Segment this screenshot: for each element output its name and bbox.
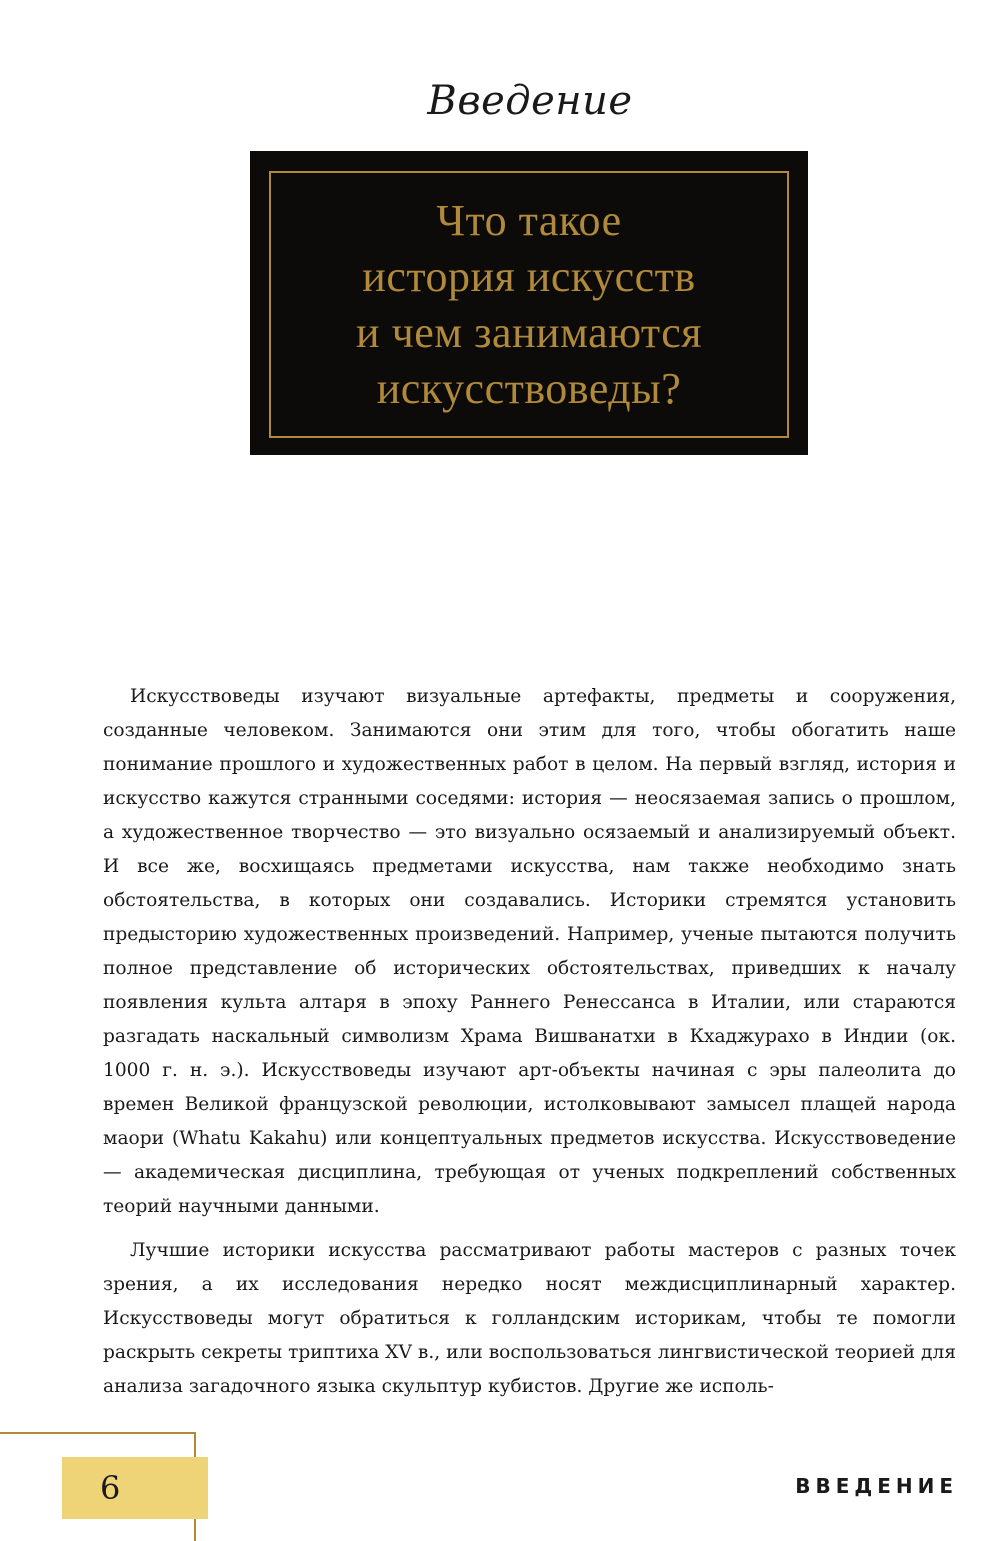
title-box-frame — [269, 171, 789, 438]
title-box — [250, 151, 808, 455]
paragraph: Лучшие историки искусства рассматривают работы мастеров с разных точек зрения, а их исследования нередко носят междисциплинарный характер. Искусствоведы могут обратиться к голландским историкам, чтобы те помогли раскрыть секреты триптиха XV в., или воспользоваться лингвистической теорией для анализа загадочного языка скульптур кубистов. Другие же исполь- — [103, 1240, 956, 1397]
box-heading-line: искусствоведы? — [376, 363, 682, 413]
running-section-label: ВВЕДЕНИЕ — [795, 1474, 958, 1498]
box-heading-line: и чем занимаются — [356, 307, 702, 357]
footer-rule-horizontal — [0, 1432, 196, 1434]
chapter-title: Введение — [427, 78, 633, 124]
box-heading — [356, 193, 702, 417]
paragraph: Искусствоведы изучают визуальные артефакты, предметы и сооружения, созданные человеком. Занимаются они этим для того, чтобы обогатить наше понимание прошлого и художественных работ в целом. На первый взгляд, история и искусство кажутся странными соседями: история — неосязаемая запись о прошлом, а художественное творчество — это визуально осязаемый и анализируемый объект. И все же, восхищаясь предметами искусства, нам также необходимо знать обстоятельства, в которых они создавались. Историки стремятся установить предысторию художественных произведений. Например, ученые пытаются получить полное представление об исторических обстоятельствах, приведших к началу появления культа алтаря в эпоху Раннего Ренессанса в Италии, или стараются разгадать наскальный символизм Храма Вишванатхи в Кхаджурахо в Индии (ок. 1000 г. н. э.). Искусствоведы изучают арт-объекты начиная с эры палеолита до времен Великой французской революции, истолковывают замысел плащей народа маори (Whatu Kakahu) или концептуальных предметов искусства. Искусствоведение — академическая дисциплина, требующая от ученых подкреплений собственных теорий научными данными. — [103, 686, 956, 1217]
body-text — [103, 680, 956, 1414]
box-heading-line: Что такое — [436, 195, 622, 245]
box-heading-line: история искусств — [362, 251, 696, 301]
page-number: 6 — [62, 1457, 208, 1519]
